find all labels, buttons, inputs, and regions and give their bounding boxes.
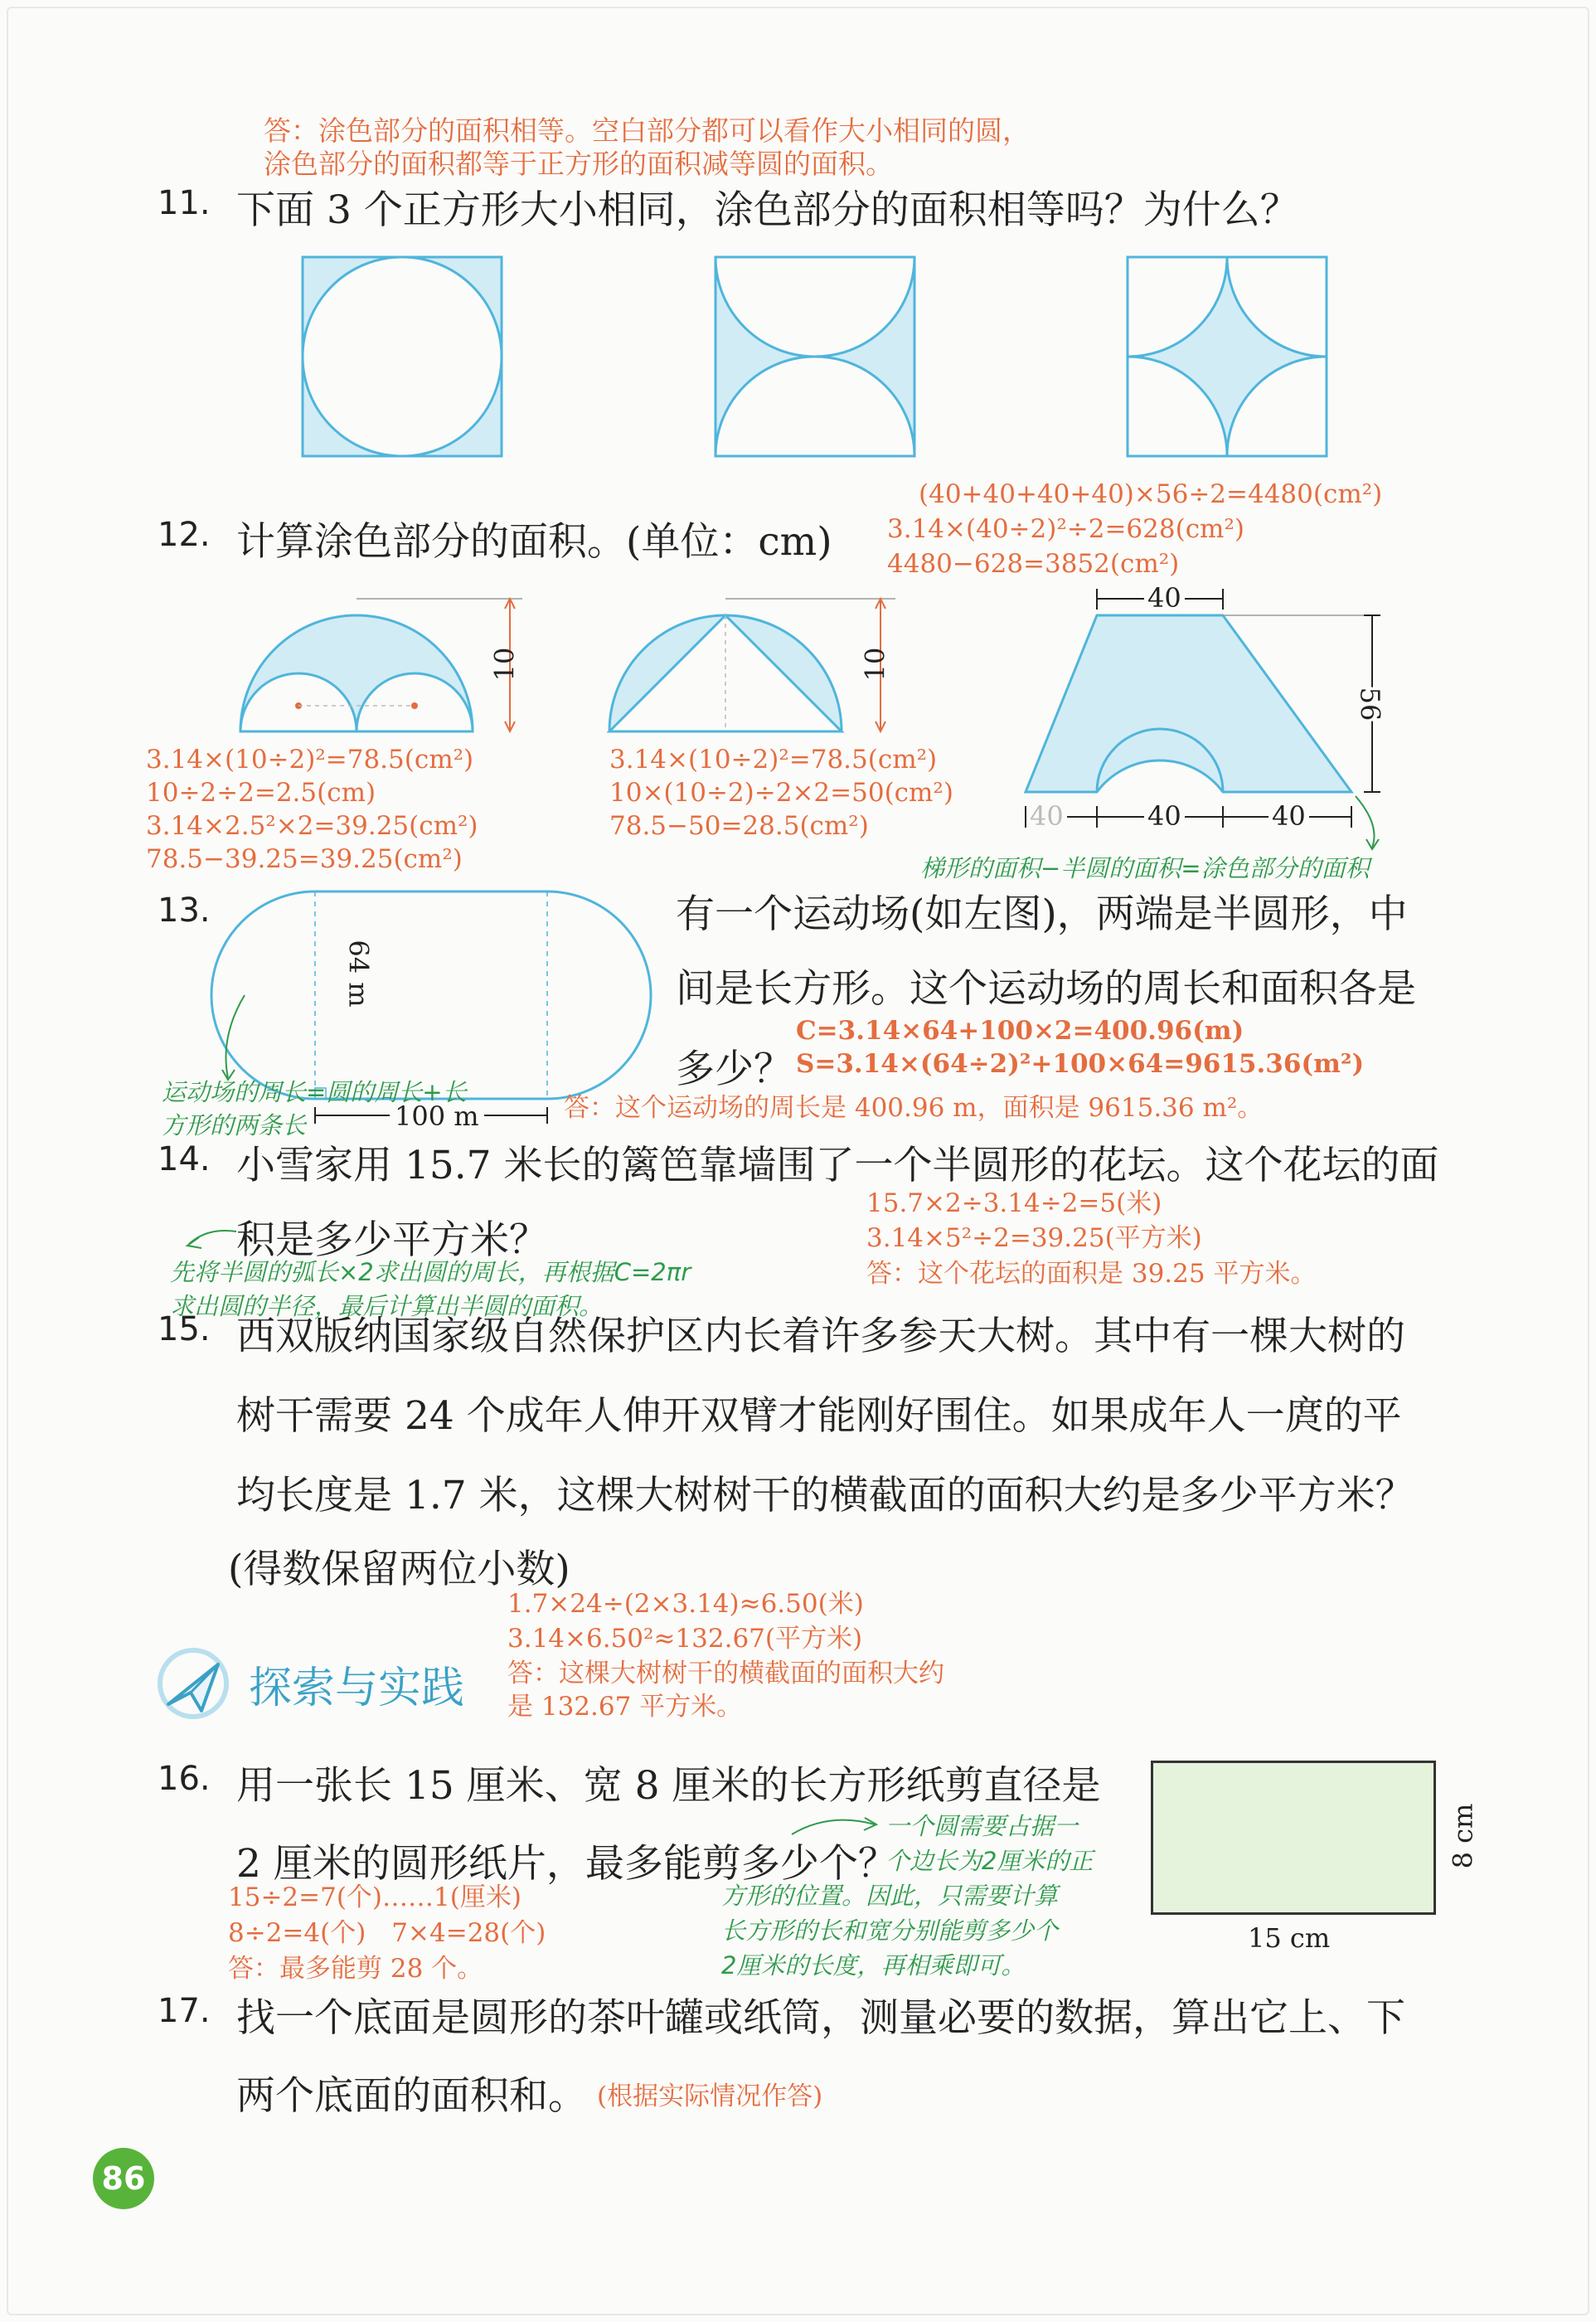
question-12-number: 12.: [158, 516, 211, 554]
q12-fig1-answer-4: 78.5−39.25=39.25(cm²): [146, 844, 463, 874]
question-12-text: 计算涂色部分的面积。(单位：cm): [236, 519, 832, 565]
q13-note-line2: 方形的两条长: [162, 1111, 307, 1139]
question-15-text-line4: (得数保留两位小数): [228, 1547, 570, 1592]
question-15-text-line2: 树干需要 24 个成年人伸开双臂才能刚好围住。如果成年人一庹的平: [236, 1393, 1402, 1439]
question-13-text-line1: 有一个运动场(如左图)，两端是半圆形，中: [676, 891, 1408, 937]
q14-answer: 答：这个花坛的面积是 39.25 平方米。: [866, 1259, 1317, 1289]
page-number: 86: [93, 2148, 154, 2209]
question-14-text-line1: 小雪家用 15.7 米长的篱笆靠墙围了一个半圆形的花坛。这个花坛的面: [236, 1143, 1439, 1188]
q16-note-line4: 长方形的长和宽分别能剪多少个: [721, 1916, 1059, 1945]
q12-fig3-answer-1: (40+40+40+40)×56÷2=4480(cm²): [919, 479, 1383, 509]
question-13-text-line2: 间是长方形。这个运动场的周长和面积各是: [676, 966, 1416, 1012]
q16-dim-15: 15 cm: [1248, 1922, 1331, 1954]
question-16-number: 16.: [158, 1760, 211, 1798]
question-11-number: 11.: [158, 184, 211, 222]
q12-fig1-answer-1: 3.14×(10÷2)²=78.5(cm²): [146, 745, 474, 775]
question-17-number: 17.: [158, 1992, 211, 2030]
q12-fig2-answer-1: 3.14×(10÷2)²=78.5(cm²): [609, 745, 938, 775]
q12-dim-10-b: 10: [859, 647, 891, 682]
question-16-text-line2: 2 厘米的圆形纸片，最多能剪多少个？: [236, 1841, 897, 1887]
q16-paper-rectangle: [1151, 1761, 1436, 1915]
q14-note-line1: 先将半圆的弧长×2求出圆的周长，再根据C=2πr: [170, 1258, 691, 1286]
q16-calc-2: 8÷2=4(个) 7×4=28(个): [228, 1918, 546, 1948]
question-17-text-line1: 找一个底面是圆形的茶叶罐或纸筒，测量必要的数据，算出它上、下: [236, 1995, 1405, 2041]
q16-dim-8: 8 cm: [1447, 1803, 1479, 1869]
q13-calc-1: C=3.14×64+100×2=400.96(m): [796, 1016, 1244, 1046]
question-13-number: 13.: [158, 891, 211, 930]
question-15-number: 15.: [158, 1310, 211, 1348]
q12-fig2-answer-3: 78.5−50=28.5(cm²): [609, 811, 869, 841]
q16-answer: 答：最多能剪 28 个。: [228, 1954, 483, 1984]
question-15-text-line1: 西双版纳国家级自然保护区内长着许多参天大树。其中有一棵大树的: [236, 1314, 1405, 1359]
q13-answer: 答：这个运动场的周长是 400.96 m，面积是 9615.36 m²。: [564, 1093, 1264, 1123]
q12-dim-40-3: 40: [1269, 800, 1309, 832]
q14-calc-1: 15.7×2÷3.14÷2=5(米): [866, 1188, 1162, 1218]
q13-dim-64: 64 m: [342, 940, 375, 1008]
q13-calc-2: S=3.14×(64÷2)²+100×64=9615.36(m²): [796, 1049, 1365, 1079]
q12-fig2-answer-2: 10×(10÷2)÷2×2=50(cm²): [609, 778, 953, 808]
q16-note-line5: 2厘米的长度，再相乘即可。: [721, 1951, 1026, 1980]
q17-answer: (根据实际情况作答): [597, 2082, 823, 2111]
q14-calc-2: 3.14×5²÷2=39.25(平方米): [866, 1223, 1202, 1253]
q12-dim-10-a: 10: [488, 647, 521, 682]
q14-note-line2: 求出圆的半径，最后计算出半圆的面积。: [170, 1292, 604, 1320]
question-17-text-line2: 两个底面的面积和。: [236, 2073, 587, 2119]
q12-fig1-answer-2: 10÷2÷2=2.5(cm): [146, 778, 376, 808]
q16-note-line2: 个边长为2厘米的正: [885, 1847, 1094, 1875]
q12-fig3-answer-3: 4480−628=3852(cm²): [887, 549, 1180, 579]
question-15-text-line3: 均长度是 1.7 米，这棵大树树干的横截面的面积大约是多少平方米？: [236, 1473, 1414, 1518]
q16-calc-1: 15÷2=7(个)……1(厘米): [228, 1882, 521, 1912]
section-title: 探索与实践: [249, 1664, 465, 1713]
q13-dim-100: 100 m: [390, 1100, 484, 1132]
q16-note-line1: 一个圆需要占据一: [885, 1812, 1079, 1840]
q12-fig3-note: 梯形的面积−半圆的面积=涂色部分的面积: [920, 854, 1370, 882]
q12-dim-40-2: 40: [1144, 800, 1185, 832]
question-14-number: 14.: [158, 1140, 211, 1178]
q15-answer-line2: 是 132.67 平方米。: [507, 1692, 743, 1722]
question-11-text: 下面 3 个正方形大小相同，涂色部分的面积相等吗？为什么？: [236, 187, 1299, 233]
q12-fig3-answer-2: 3.14×(40÷2)²÷2=628(cm²): [887, 514, 1244, 544]
q12-dim-56: 56: [1354, 687, 1386, 721]
q16-note-line3: 方形的位置。因此，只需要计算: [721, 1882, 1059, 1910]
q12-dim-40-1: 40: [1026, 800, 1067, 832]
answer-q11-line1: 答：涂色部分的面积相等。空白部分都可以看作大小相同的圆，: [264, 114, 1030, 147]
q15-calc-1: 1.7×24÷(2×3.14)≈6.50(米): [507, 1589, 864, 1619]
question-14-text-line2: 积是多少平方米？: [236, 1217, 548, 1263]
q15-calc-2: 3.14×6.50²≈132.67(平方米): [507, 1624, 863, 1654]
q12-fig1-answer-3: 3.14×2.5²×2=39.25(cm²): [146, 811, 478, 841]
question-13-text-line3: 多少？: [676, 1047, 793, 1092]
answer-q11-line2: 涂色部分的面积都等于正方形的面积减等圆的面积。: [264, 148, 893, 180]
q15-answer-line1: 答：这棵大树树干的横截面的面积大约: [507, 1659, 944, 1688]
question-16-text-line1: 用一张长 15 厘米、宽 8 厘米的长方形纸剪直径是: [236, 1763, 1101, 1809]
q13-note-line1: 运动场的周长=圆的周长+长: [162, 1078, 467, 1106]
q12-dim-40-top: 40: [1144, 582, 1185, 614]
